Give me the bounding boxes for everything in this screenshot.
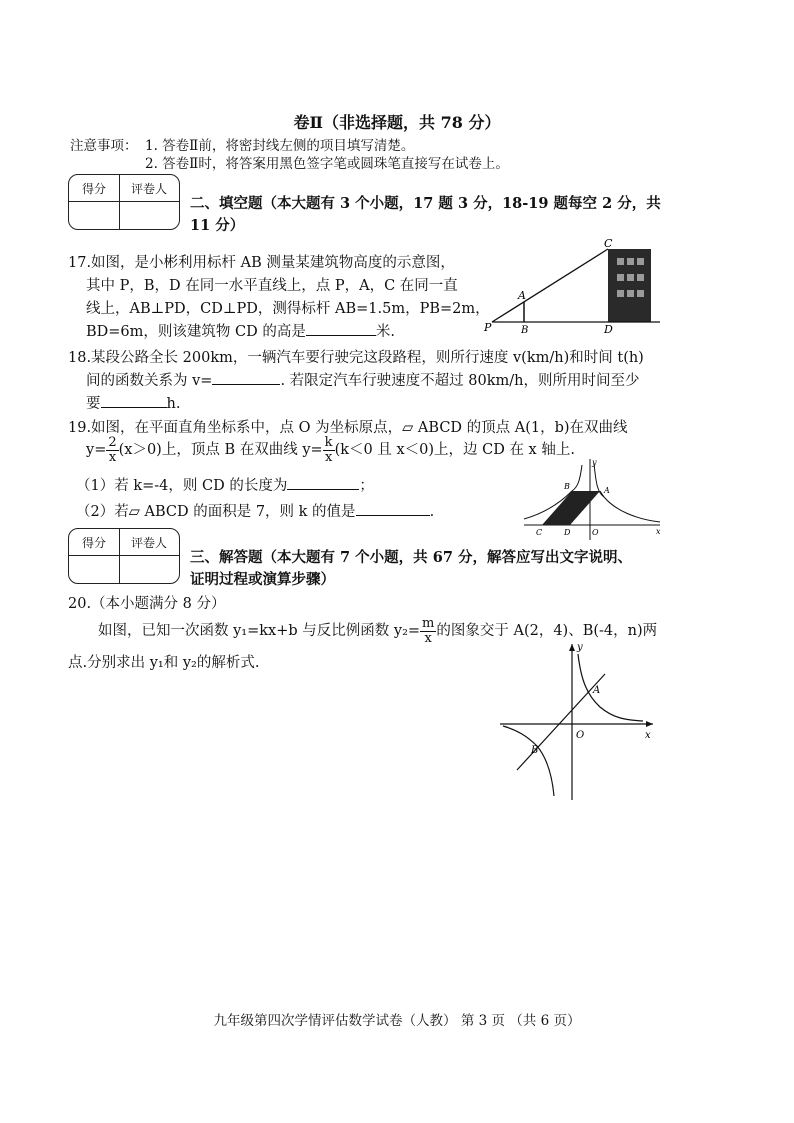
q18-answer-blank-1[interactable] <box>212 370 280 385</box>
q19-answer-blank-1[interactable] <box>287 475 359 490</box>
q18-line2 <box>86 369 640 390</box>
label-d: D <box>604 323 613 336</box>
q17-figure <box>480 236 670 336</box>
q19-part2-end: . <box>429 504 435 520</box>
q20-label-b: B <box>531 745 539 756</box>
section-title: 卷Ⅱ（非选择题，共 78 分） <box>293 113 501 132</box>
label-b: B <box>521 325 529 336</box>
section2-heading-line1: 二、填空题（本大题有 3 个小题，17 题 3 分，18-19 题每空 2 分，共 <box>190 195 661 212</box>
q19-fraction-1: $\frac{2}{x}$ <box>108 435 117 465</box>
q18-text-c: 要 <box>86 396 101 412</box>
building-windows <box>617 258 644 297</box>
q19-figure <box>520 455 670 543</box>
q18-text-b: . 若限定汽车行驶速度不超过 80km/h，则所用时间至少 <box>280 373 640 389</box>
q19-part2 <box>76 500 434 521</box>
q20-line2: 点.分别求出 y₁和 y₂的解析式. <box>68 655 260 671</box>
q19-part1-text: （1）若 k=-4，则 CD 的长度为 <box>76 478 288 494</box>
q19-line2 <box>86 436 575 464</box>
score-box-section2 <box>68 174 180 230</box>
q18-answer-blank-2[interactable] <box>101 393 167 408</box>
q18-text-d: h. <box>166 396 181 412</box>
grader-label: 评卷人 <box>130 182 167 196</box>
q17-line1: 17.如图，是小彬利用标杆 AB 测量某建筑物高度的示意图， <box>68 255 455 271</box>
q20-figure <box>495 640 660 805</box>
q17-unit: 米. <box>375 324 395 340</box>
section3-heading-line1: 三、解答题（本大题有 7 个小题，共 67 分，解答应写出文字说明、 <box>190 549 632 566</box>
q19-label-o: O <box>592 528 599 537</box>
q19-part1-end: ； <box>359 478 374 494</box>
q20-text-b: 的图象交于 A(2，4)、B(-4，n)两 <box>436 623 658 640</box>
q19-label-c: C <box>536 528 543 537</box>
q19-post: (k＜0 且 x＜0)上，边 CD 在 x 轴上. <box>334 442 575 459</box>
q20-header: 20.（本小题满分 8 分） <box>68 596 226 612</box>
q20-label-y: y <box>577 642 583 653</box>
score-label: 得分 <box>81 182 106 196</box>
notes-label: 注意事项： <box>70 138 138 154</box>
q19-line1: 19.如图，在平面直角坐标系中，点 O 为坐标原点，▱ ABCD 的顶点 A(1，b)在双曲线 <box>68 420 628 436</box>
q17-answer-blank[interactable] <box>306 321 376 336</box>
q18-line3 <box>86 392 180 413</box>
label-c: C <box>604 237 613 250</box>
q19-part2-text: （2）若▱ ABCD 的面积是 7，则 k 的值是 <box>76 504 356 520</box>
q18-text-a: 间的函数关系为 v= <box>86 373 213 389</box>
q17-line4 <box>86 320 395 341</box>
q20-text-a: 如图，已知一次函数 y₁=kx+b 与反比例函数 y₂= <box>98 623 421 640</box>
q19-answer-blank-2[interactable] <box>356 501 430 516</box>
q19-mid: (x＞0)上，顶点 B 在双曲线 y= <box>118 442 323 459</box>
sight-line <box>492 249 608 322</box>
q19-label-y: y <box>592 458 597 467</box>
label-a: A <box>518 289 526 302</box>
score-label: 得分 <box>81 536 106 550</box>
q19-label-d: D <box>564 528 571 537</box>
q17-line3: 线上，AB⊥PD，CD⊥PD，测得标杆 AB=1.5m，PB=2m， <box>86 301 490 317</box>
q19-label-a: A <box>604 486 610 495</box>
note-item-1: 1. 答卷Ⅱ前，将密封线左侧的项目填写清楚。 <box>145 138 415 154</box>
q17-line2: 其中 P，B，D 在同一水平直线上，点 P，A，C 在同一直 <box>86 278 458 294</box>
q20-label-o: O <box>576 730 585 741</box>
q20-curve-left <box>503 726 554 796</box>
q19-part1 <box>76 474 374 495</box>
q20-label-x: x <box>645 730 651 741</box>
label-p: P <box>484 321 492 334</box>
score-box-section3 <box>68 528 180 584</box>
section2-heading-line2: 11 分） <box>190 217 245 234</box>
q19-label-x: x <box>656 527 661 536</box>
q17-text: BD=6m，则该建筑物 CD 的高是 <box>86 324 306 340</box>
q19-label-b: B <box>564 482 570 491</box>
page-footer: 九年级第四次学情评估数学试卷（人教） 第 3 页 （共 6 页） <box>213 1013 581 1029</box>
section3-heading-line2: 证明过程或演算步骤） <box>190 571 335 588</box>
q20-fraction: $\frac{m}{x}$ <box>422 616 435 646</box>
q19-y1: y= <box>86 442 107 459</box>
q19-fraction-2: $\frac{k}{x}$ <box>324 435 333 465</box>
q18-line1: 18.某段公路全长 200km，一辆汽车要行驶完这段路程，则所行速度 v(km/h)和时间 t(h) <box>68 350 644 366</box>
q20-curve-right <box>578 654 643 721</box>
q20-label-a: A <box>593 685 601 696</box>
note-item-2: 2. 答卷Ⅱ时，将答案用黑色签字笔或圆珠笔直接写在试卷上。 <box>145 156 509 172</box>
grader-label: 评卷人 <box>130 536 167 550</box>
